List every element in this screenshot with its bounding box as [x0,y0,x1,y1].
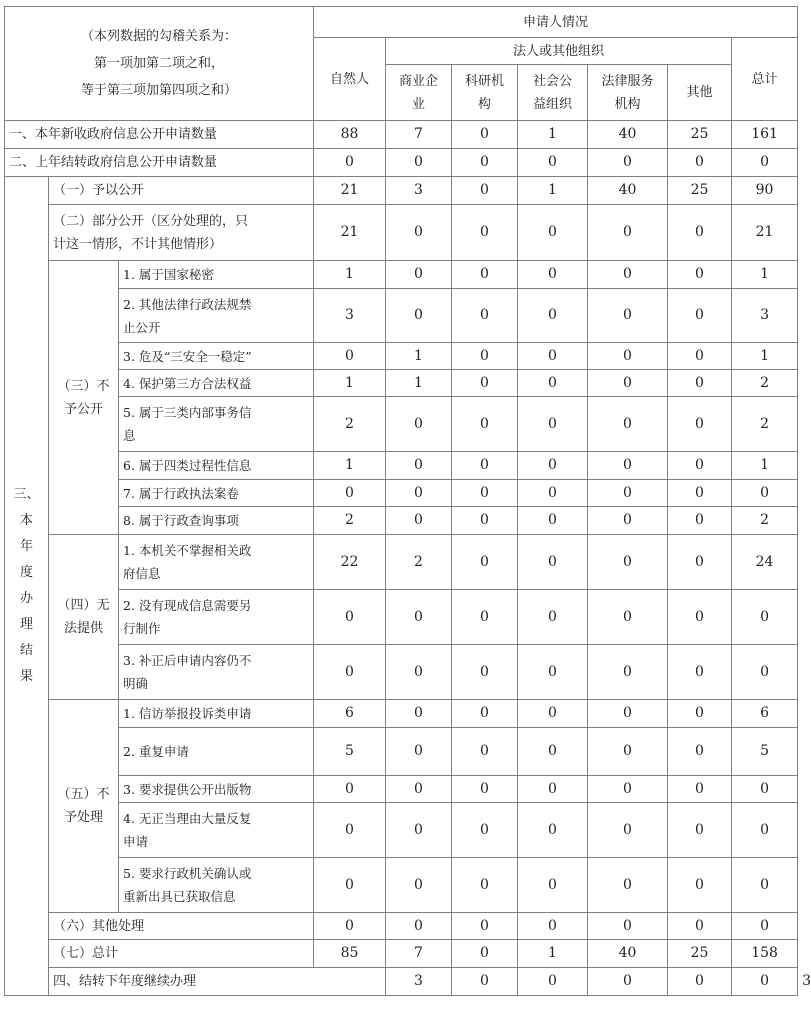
cell-value: 0 [452,968,518,996]
cell-value: 0 [452,261,518,289]
table-row [5,590,798,645]
cell-value: 0 [732,776,798,803]
row-label: 4. 无正当理由大量反复 申请 [119,803,314,858]
table-row [5,343,798,370]
cell-value: 0 [452,205,518,261]
cell-value: 0 [518,728,588,776]
cell-value: 0 [452,343,518,370]
cell-value: 0 [386,205,452,261]
cell-value: 0 [386,507,452,535]
cell-value: 1 [518,121,588,149]
cell-value: 0 [386,913,452,940]
cell-value: 0 [314,858,386,913]
applicant-header: 申请人情况 [314,7,798,38]
cell-value: 0 [518,205,588,261]
cell-value: 0 [588,261,668,289]
row-label: 5. 属于三类内部事务信 息 [119,397,314,452]
table-row [5,507,798,535]
cell-value: 0 [518,507,588,535]
cell-value: 40 [588,940,668,968]
row-label: 7. 属于行政执法案卷 [119,480,314,507]
cell-value: 0 [668,289,732,343]
row-label: 2. 没有现成信息需要另 行制作 [119,590,314,645]
cell-value: 0 [588,149,668,177]
cell-value: 21 [314,177,386,205]
cell-value: 0 [314,776,386,803]
cell-value: 1 [518,940,588,968]
table-row [5,913,798,940]
group-label-4: （四）无 法提供 [49,535,119,700]
cell-value: 2 [314,397,386,452]
cell-value: 0 [518,289,588,343]
row-label: 3. 要求提供公开出版物 [119,776,314,803]
cell-value: 0 [668,645,732,700]
cell-value: 0 [588,968,668,996]
cell-value: 3 [386,968,452,996]
cell-value: 0 [518,913,588,940]
cell-value: 161 [732,121,798,149]
cell-value: 0 [588,343,668,370]
other-header: 其他 [668,65,732,121]
table-row [5,261,798,289]
table-row [5,177,798,205]
cell-value: 21 [732,205,798,261]
row-label: 2. 重复申请 [119,728,314,776]
cell-value: 0 [732,968,798,996]
cell-value: 7 [386,940,452,968]
row-label: 2. 其他法律行政法规禁 止公开 [119,289,314,343]
cell-value: 0 [452,507,518,535]
cell-value: 2 [314,507,386,535]
cell-value: 0 [668,397,732,452]
row-label: 四、结转下年度继续办理 [49,968,386,996]
cell-value: 0 [732,590,798,645]
cell-value: 0 [452,480,518,507]
cell-value: 0 [314,149,386,177]
cell-value: 0 [668,149,732,177]
cell-value: 0 [588,858,668,913]
social-header: 社会公 益组织 [518,65,588,121]
cell-value: 85 [314,940,386,968]
group-label-5: （五）不 予处理 [49,700,119,913]
table-row [5,397,798,452]
table-row [5,535,798,590]
cell-value: 0 [386,397,452,452]
cell-value: 0 [518,370,588,397]
cell-value: 0 [452,121,518,149]
cell-value: 1 [386,370,452,397]
cell-value: 158 [732,940,798,968]
table-row [5,205,798,261]
row-label: 3. 危及“三安全一稳定” [119,343,314,370]
cell-value: 0 [668,858,732,913]
cell-value: 2 [732,507,798,535]
cell-value: 22 [314,535,386,590]
row-label: 4. 保护第三方合法权益 [119,370,314,397]
cell-value: 0 [732,803,798,858]
cell-value: 0 [518,858,588,913]
cell-value: 0 [452,803,518,858]
research-header: 科研机 构 [452,65,518,121]
cell-value: 0 [668,370,732,397]
cell-value: 2 [732,397,798,452]
cell-value: 0 [518,343,588,370]
cell-value: 0 [668,343,732,370]
cell-value: 24 [732,535,798,590]
cell-value: 5 [314,728,386,776]
cell-value: 0 [452,177,518,205]
cell-value: 0 [314,645,386,700]
cell-value: 0 [452,370,518,397]
cell-value: 0 [518,700,588,728]
cell-value: 0 [668,535,732,590]
table-row [5,645,798,700]
table-row [5,940,798,968]
cell-value: 0 [668,507,732,535]
cell-value: 0 [588,480,668,507]
cell-value: 0 [668,776,732,803]
cell-value: 2 [386,535,452,590]
cell-value: 0 [588,590,668,645]
cell-value: 0 [452,149,518,177]
row-label: 3. 补正后申请内容仍不 明确 [119,645,314,700]
row-label: 8. 属于行政查询事项 [119,507,314,535]
cell-value: 0 [452,913,518,940]
table-row [5,121,798,149]
cell-value: 0 [386,452,452,480]
cell-value: 0 [452,700,518,728]
cell-value: 0 [386,480,452,507]
cell-value: 0 [386,803,452,858]
cell-value: 0 [668,728,732,776]
cell-value: 0 [452,289,518,343]
cell-value: 0 [588,700,668,728]
cell-value: 1 [314,370,386,397]
cell-value: 0 [588,913,668,940]
row-label: （七）总计 [49,940,314,968]
row-label: 二、上年结转政府信息公开申请数量 [5,149,314,177]
cell-value: 0 [452,397,518,452]
row-label: 1. 属于国家秘密 [119,261,314,289]
cell-value: 0 [386,261,452,289]
cell-value: 1 [386,343,452,370]
row-label: （六）其他处理 [49,913,314,940]
cell-value: 0 [668,452,732,480]
cell-value: 0 [668,700,732,728]
cell-value: 0 [518,590,588,645]
cell-value: 25 [668,940,732,968]
table-row [5,858,798,913]
cell-value: 25 [668,121,732,149]
cell-value: 1 [732,452,798,480]
group-label-3: （三）不 予公开 [49,261,119,535]
cell-value: 0 [452,452,518,480]
cell-value: 0 [732,645,798,700]
cell-value: 0 [588,507,668,535]
cell-value: 0 [518,776,588,803]
table-row [5,803,798,858]
table-row: 四、结转下年度继续办理 3 0 0 0 0 0 3 [5,968,798,996]
row-label: 一、本年新收政府信息公开申请数量 [5,121,314,149]
cell-value: 0 [588,535,668,590]
cell-value: 0 [668,261,732,289]
cell-value: 0 [518,149,588,177]
cell-value: 1 [732,261,798,289]
cell-value: 0 [668,480,732,507]
cell-value: 2 [732,370,798,397]
cell-value: 0 [732,480,798,507]
cell-value: 0 [588,803,668,858]
info-disclosure-table [4,6,811,996]
cell-value: 1 [314,261,386,289]
cell-value: 5 [732,728,798,776]
cell-value: 0 [386,645,452,700]
cell-value: 0 [588,645,668,700]
cell-value: 0 [668,803,732,858]
cell-value: 0 [386,728,452,776]
cell-value: 88 [314,121,386,149]
cell-value: 0 [668,205,732,261]
cell-value: 0 [386,289,452,343]
table-row [5,370,798,397]
cell-value: 0 [314,913,386,940]
row-label: （一）予以公开 [49,177,314,205]
cell-value: 90 [732,177,798,205]
cell-value: 0 [668,913,732,940]
cell-value: 0 [518,261,588,289]
table-row [5,480,798,507]
cell-value: 0 [518,968,588,996]
cell-value: 0 [314,480,386,507]
cell-value: 40 [588,177,668,205]
cell-value: 3 [386,177,452,205]
cell-value: 0 [386,700,452,728]
cell-value: 0 [732,149,798,177]
cell-value: 0 [732,858,798,913]
row-label: 5. 要求行政机关确认或 重新出具已获取信息 [119,858,314,913]
relation-note: （本列数据的勾稽关系为： 第一项加第二项之和， 等于第三项加第四项之和） [5,7,314,121]
cell-value: 0 [588,370,668,397]
cell-value: 40 [588,121,668,149]
cell-value: 0 [668,968,732,996]
legal-service-header: 法律服务 机构 [588,65,668,121]
cell-value: 0 [518,480,588,507]
cell-value: 0 [588,728,668,776]
cell-value: 0 [588,397,668,452]
cell-value: 0 [518,803,588,858]
cell-value: 6 [732,700,798,728]
cell-value: 0 [386,776,452,803]
cell-value: 0 [314,803,386,858]
table-row [5,776,798,803]
cell-value: 6 [314,700,386,728]
cell-value: 1 [518,177,588,205]
cell-value: 0 [386,149,452,177]
cell-value: 0 [452,645,518,700]
cell-value: 0 [518,452,588,480]
cell-value: 0 [452,590,518,645]
cell-value: 1 [732,343,798,370]
cell-value: 0 [588,452,668,480]
cell-value: 0 [588,289,668,343]
total-header: 总计 [732,38,798,121]
table-row [5,700,798,728]
cell-value: 21 [314,205,386,261]
cell-value: 0 [452,940,518,968]
cell-value: 0 [732,913,798,940]
cell-value: 0 [452,858,518,913]
cell-value: 7 [386,121,452,149]
cell-value: 0 [386,590,452,645]
table-row [5,728,798,776]
cell-value: 0 [452,728,518,776]
cell-value: 0 [314,590,386,645]
row-label: 1. 信访举报投诉类申请 [119,700,314,728]
cell-value: 0 [452,776,518,803]
row-label: 1. 本机关不掌握相关政 府信息 [119,535,314,590]
cell-value: 0 [518,645,588,700]
cell-value: 0 [314,343,386,370]
commercial-header: 商业企 业 [386,65,452,121]
cell-value: 25 [668,177,732,205]
table-row [5,452,798,480]
cell-value: 0 [588,205,668,261]
cell-value: 1 [314,452,386,480]
table-row [5,149,798,177]
cell-value: 3 [314,289,386,343]
cell-value: 3 [732,289,798,343]
table-row [5,289,798,343]
cell-value: 0 [668,590,732,645]
cell-value: 0 [518,397,588,452]
cell-value: 0 [518,535,588,590]
cell-value: 0 [386,858,452,913]
cell-value: 0 [588,776,668,803]
legal-group-header: 法人或其他组织 [386,38,732,65]
cell-value: 0 [452,535,518,590]
row-label: 6. 属于四类过程性信息 [119,452,314,480]
row-label: （二）部分公开（区分处理的，只 计这一情形，不计其他情形） [49,205,314,261]
natural-person-header: 自然人 [314,38,386,121]
section3-label: 三、 本 年 度 办 理 结 果 [5,177,49,996]
